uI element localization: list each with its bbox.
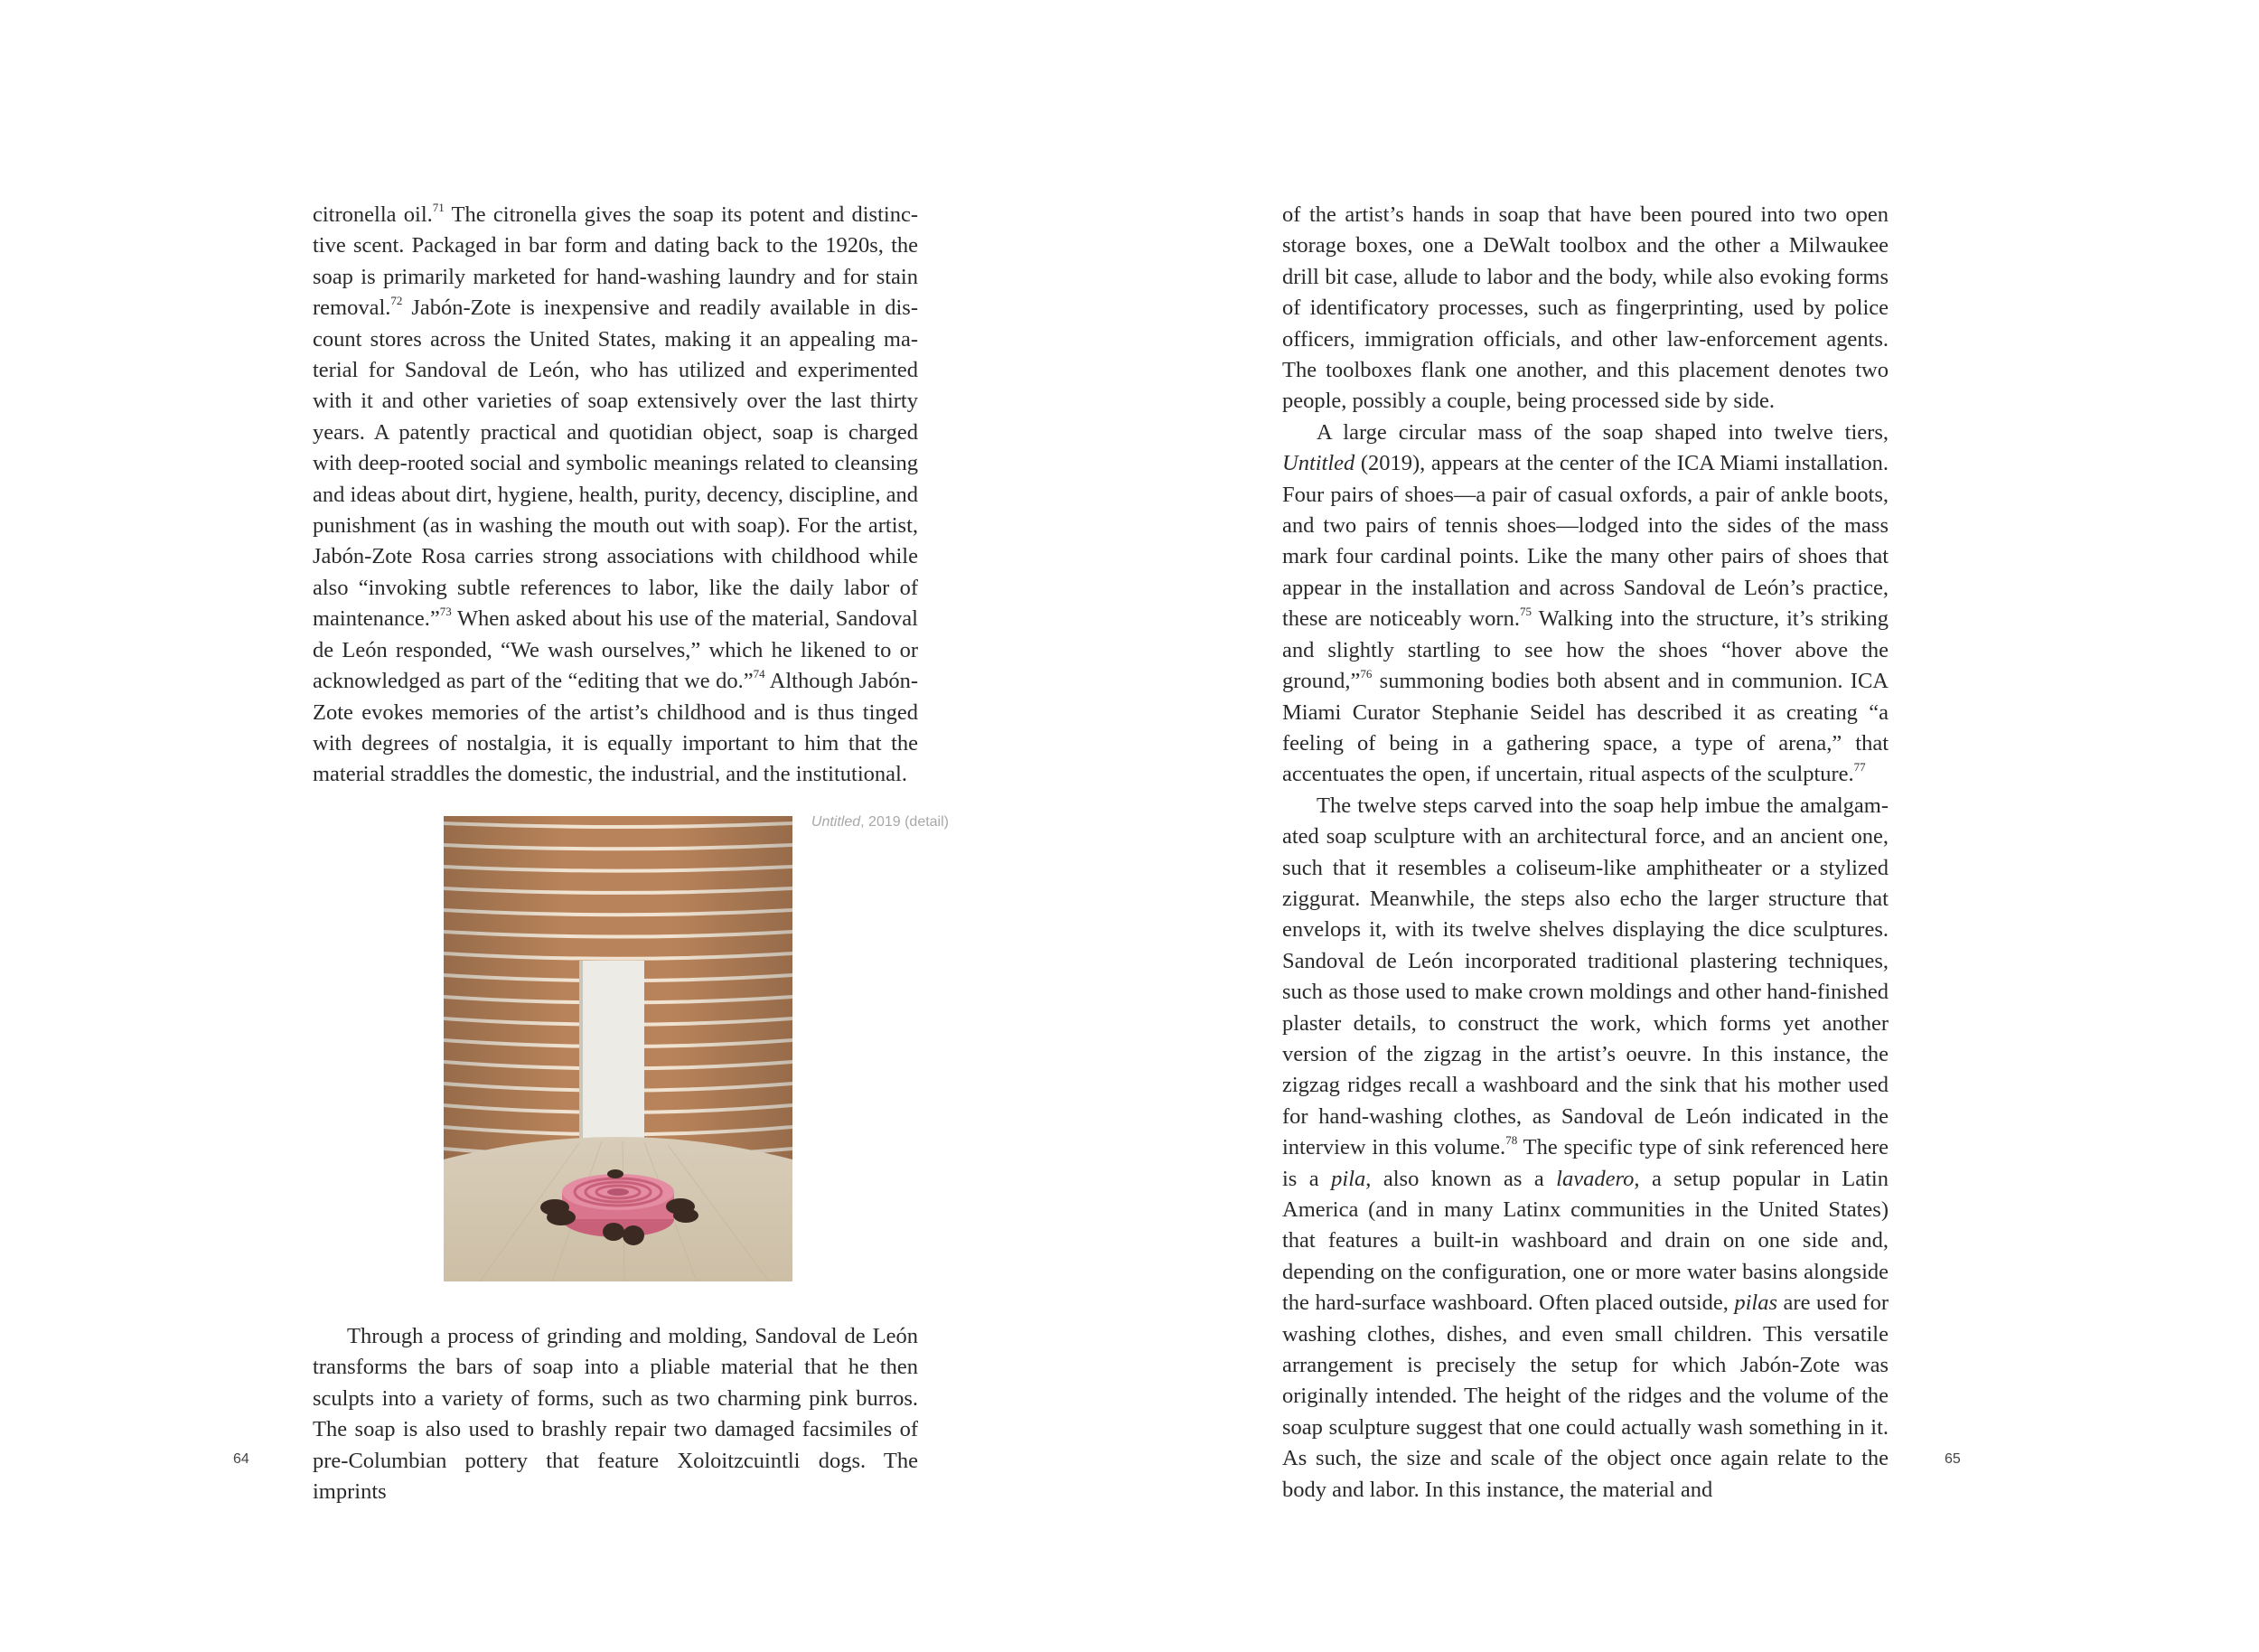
footnote-ref: 73 (439, 605, 452, 619)
right-paragraph-1: of the artist’s hands in soap that have been poured into two open storage boxes, one a DeWalt toolbox and the other a Milwaukee drill bit case, allude to labor and the body, while also evoking forms of identificatory processes, such as fingerprinting, used by police officers, immigration officials, and other law-enforcement agents. The toolboxes flank one another, and this placement denotes two people, possibly a couple, being processed side by side. (1282, 202, 1889, 414)
figure-caption (777, 814, 949, 831)
left-paragraph-1: citronella oil.$^{71}$ The citronella gives the soap its potent and distinctive scent. Packaged in bar form and dating back to the 1920s, the soap is primarily marketed for hand-washing laundry and for stain removal.$^{72}$ Jabón-Zote is inexpensive and readily available in discount stores across the United States, making it an appealing material for Sandoval de León, who has utilized and experimented with it and other varieties of soap extensively over the last thirty years. A patently practical and quotidian object, soap is charged with deep-rooted social and symbolic meanings related to cleansing and ideas about dirt, hygiene, health, purity, decency, discipline, and punishment (as in washing the mouth out with soap). For the artist, Jabón-Zote Rosa carries strong associations with childhood while also “invoking subtle references to labor, like the daily labor of maintenance.”$^{73}$ When asked about his use of the material, Sandoval de León responded, “We wash ourselves,” which he likened to or acknowledged as part of the “editing that we do.”$^{74}$ Although Jabón-Zote evokes memories of the artist’s childhood and is thus tinged with degrees of nostalgia, it is equally important to him that the material straddles the domestic, the industrial, and the institutional. (313, 201, 918, 787)
right-paragraph-2: A large circular mass of the soap shaped into twelve tiers, Untitled (2019), appears at the center of the ICA Miami installation. Four pairs of shoes—a pair of casual oxfords, a pair of ankle boots, and two pairs of tennis shoes—lodged into the sides of the mass mark four cardinal points. Like the many other pairs of shoes that appear in the installation and across Sandoval de León’s practice, these are noticeably worn.$^{75}$ Walking into the structure, it’s striking and slightly startling to see how the shoes “hover above the ground,”$^{76}$ summoning bodies both absent and in communion. ICA Miami Curator Stephanie Seidel has described it as creating “a feeling of being in a gathering space, a type of arena,” that accentuates the open, if uncertain, ritual aspects of the sculpture.$^{77}$ (1282, 419, 1889, 787)
footnote-ref: 77 (1853, 760, 1866, 774)
italic-term: lavadero (1556, 1166, 1635, 1191)
left-page-text-lower (313, 1321, 918, 1507)
italic-term: pilas (1734, 1291, 1778, 1316)
footnote-ref: 74 (753, 667, 765, 681)
footnote-ref: 71 (432, 201, 445, 214)
installation-photo (444, 816, 792, 1281)
right-page-text (1282, 200, 1889, 1506)
caption-details: , 2019 (detail) (860, 814, 949, 830)
footnote-ref: 78 (1505, 1133, 1518, 1148)
caption-title: Untitled (811, 814, 861, 830)
right-page-number: 65 (1945, 1451, 1961, 1467)
footnote-ref: 76 (1360, 667, 1373, 681)
left-page-number: 64 (233, 1451, 249, 1467)
left-page-text (313, 200, 918, 791)
footnote-ref: 72 (390, 294, 403, 308)
italic-term: pila (1331, 1166, 1366, 1191)
left-paragraph-2: Through a process of grinding and molding, Sandoval de León transforms the bars of soap into a pliable material that he then sculpts into a variety of forms, such as two charming pink burros. The soap is also used to brashly repair two damaged facsimiles of pre-Columbian pottery that feature Xoloitzcuintli dogs. The imprints (313, 1324, 918, 1505)
footnote-ref: 75 (1519, 605, 1532, 619)
italic-term: Untitled (1282, 451, 1355, 476)
right-paragraph-3: The twelve steps carved into the soap help imbue the amalgamated soap sculpture with an architectural force, and an ancient one, such that it resembles a coliseum-like amphitheater or a stylized ziggurat. Meanwhile, the steps also echo the larger structure that envelops it, with its twelve shelves displaying the dice sculptures. Sandoval de León incorporated traditional plastering techniques, such as those used to make crown moldings and other hand-finished plaster details, to construct the work, which forms yet another version of the zigzag in the artist’s oeuvre. In this instance, the zigzag ridges recall a washboard and the sink that his mother used for hand-washing clothes, as Sandoval de León indicated in the interview in this volume.$^{78}$ The specific type of sink referenced here is a pila, also known as a lavadero, a setup popular in Latin America (and in many Latinx communities in the United States) that features a built-in washboard and drain on one side and, depending on the configuration, one or more water basins alongside the hard-surface washboard. Often placed outside, pilas are used for washing clothes, dishes, and even small children. This versatile arrangement is precisely the setup for which Jabón-Zote was originally intended. The height of the ridges and the volume of the soap sculpture suggest that one could actually wash something in it. As such, the size and scale of the object once again relate to the body and labor. In this instance, the material and (1282, 793, 1889, 1502)
